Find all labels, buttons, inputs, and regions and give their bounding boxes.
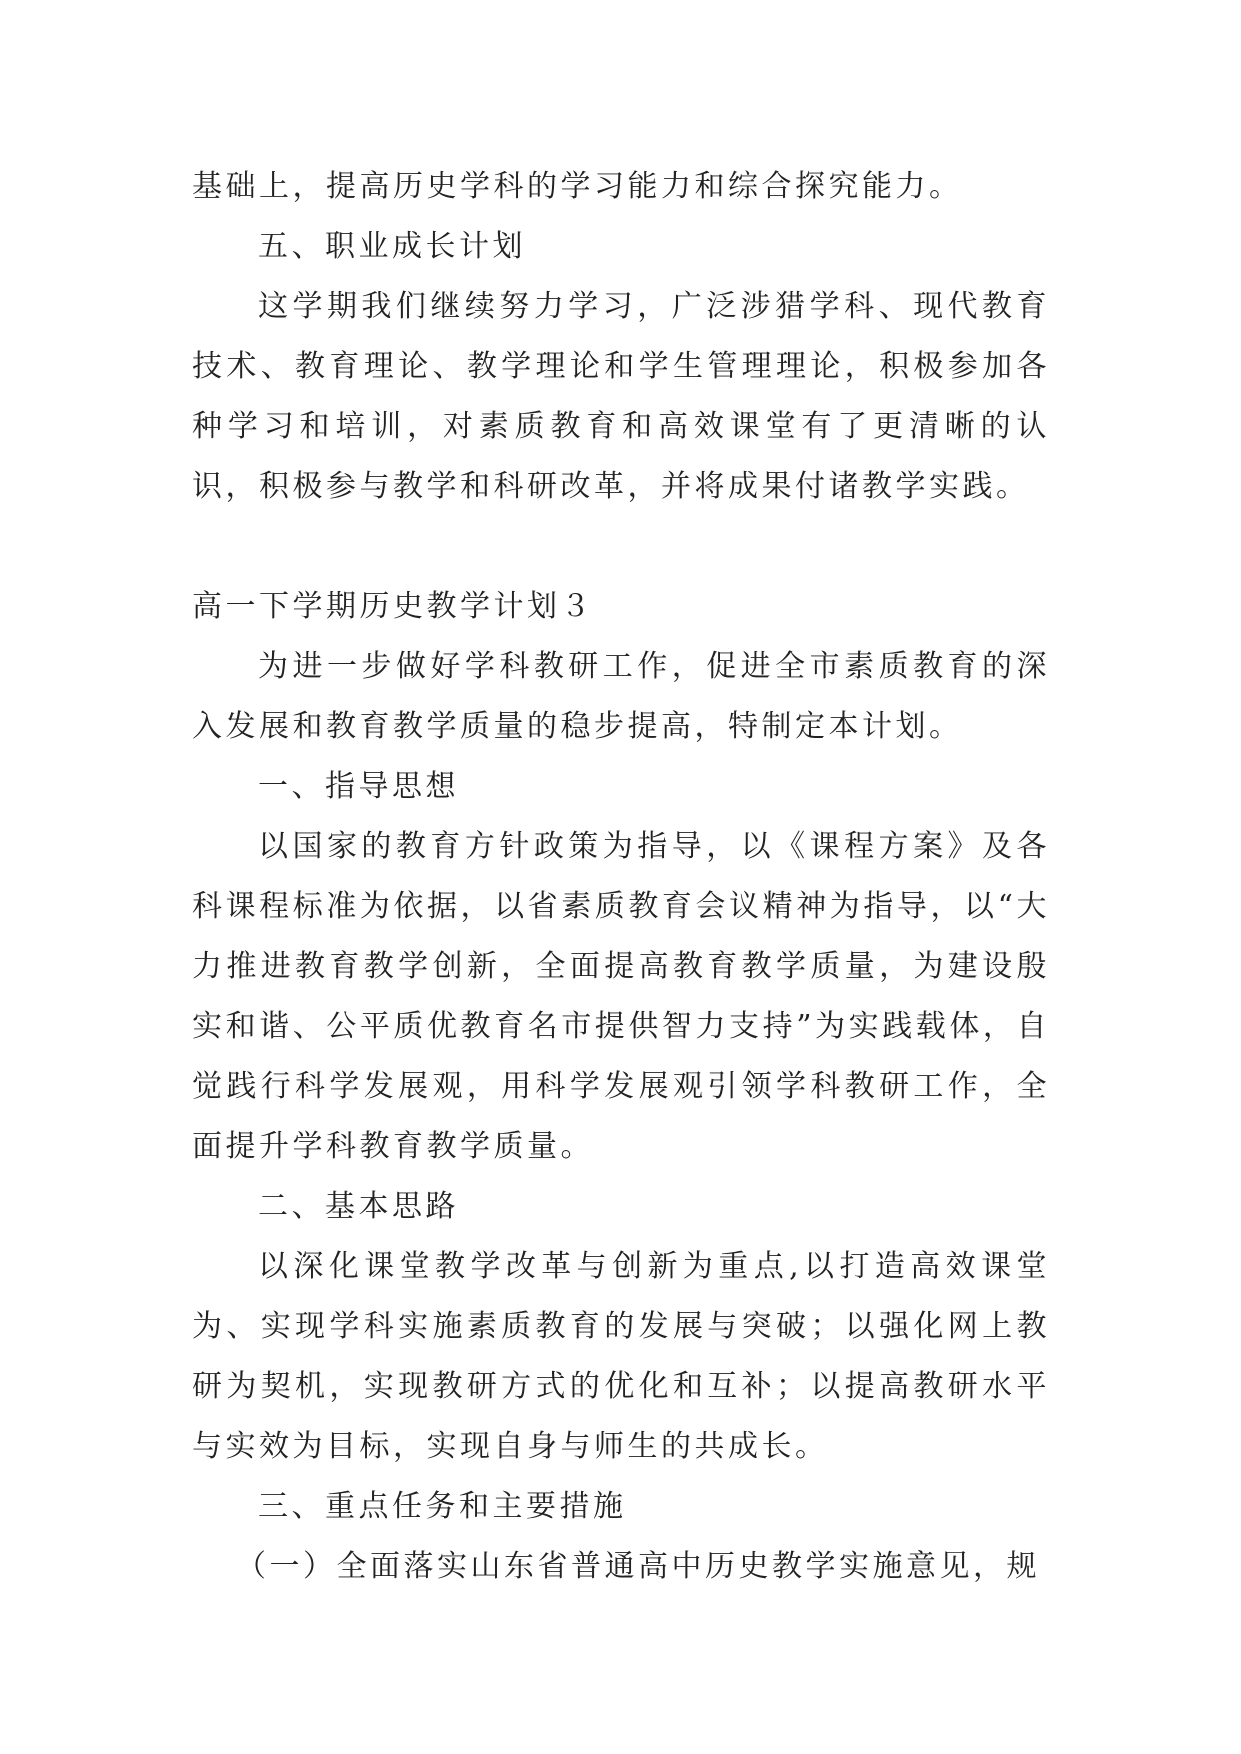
paragraph-intro: 为进一步做好学科教研工作，促进全市素质教育的深入发展和教育教学质量的稳步提高，特制定本计划。: [192, 649, 1050, 744]
document-title: 高一下学期历史教学计划３: [192, 589, 594, 624]
document-body: [192, 157, 1050, 1597]
paragraph-career-growth: 这学期我们继续努力学习，广泛涉猎学科、现代教育技术、教育理论、教学理论和学生管理理论，积极参加各种学习和培训，对素质教育和高效课堂有了更清晰的认识，积极参与教学和科研改革，并将成果付诸教学实践。: [192, 289, 1050, 504]
section-heading-career-growth: 五、职业成长计划: [258, 229, 526, 264]
section-heading-guiding-ideology: 一、指导思想: [258, 769, 459, 804]
paragraph-key-tasks-item-1: （一）全面落实山东省普通高中历史教学实施意见，规: [236, 1549, 1040, 1584]
section-heading-key-tasks: 三、重点任务和主要措施: [258, 1489, 627, 1524]
paragraph-gap: [192, 517, 1050, 577]
section-heading-basic-approach: 二、基本思路: [258, 1189, 459, 1224]
paragraph-continuation: 基础上，提高历史学科的学习能力和综合探究能力。: [192, 169, 963, 204]
paragraph-basic-approach: 以深化课堂教学改革与创新为重点,以打造高效课堂为、实现学科实施素质教育的发展与突破；以强化网上教研为契机，实现教研方式的优化和互补；以提高教研水平与实效为目标，实现自身与师生的共成长。: [192, 1249, 1050, 1464]
paragraph-guiding-ideology: 以国家的教育方针政策为指导，以《课程方案》及各科课程标准为依据，以省素质教育会议精神为指导，以“大力推进教育教学创新，全面提高教育教学质量，为建设殷实和谐、公平质优教育名市提供智力支持”为实践载体，自觉践行科学发展观，用科学发展观引领学科教研工作，全面提升学科教育教学质量。: [192, 829, 1050, 1164]
